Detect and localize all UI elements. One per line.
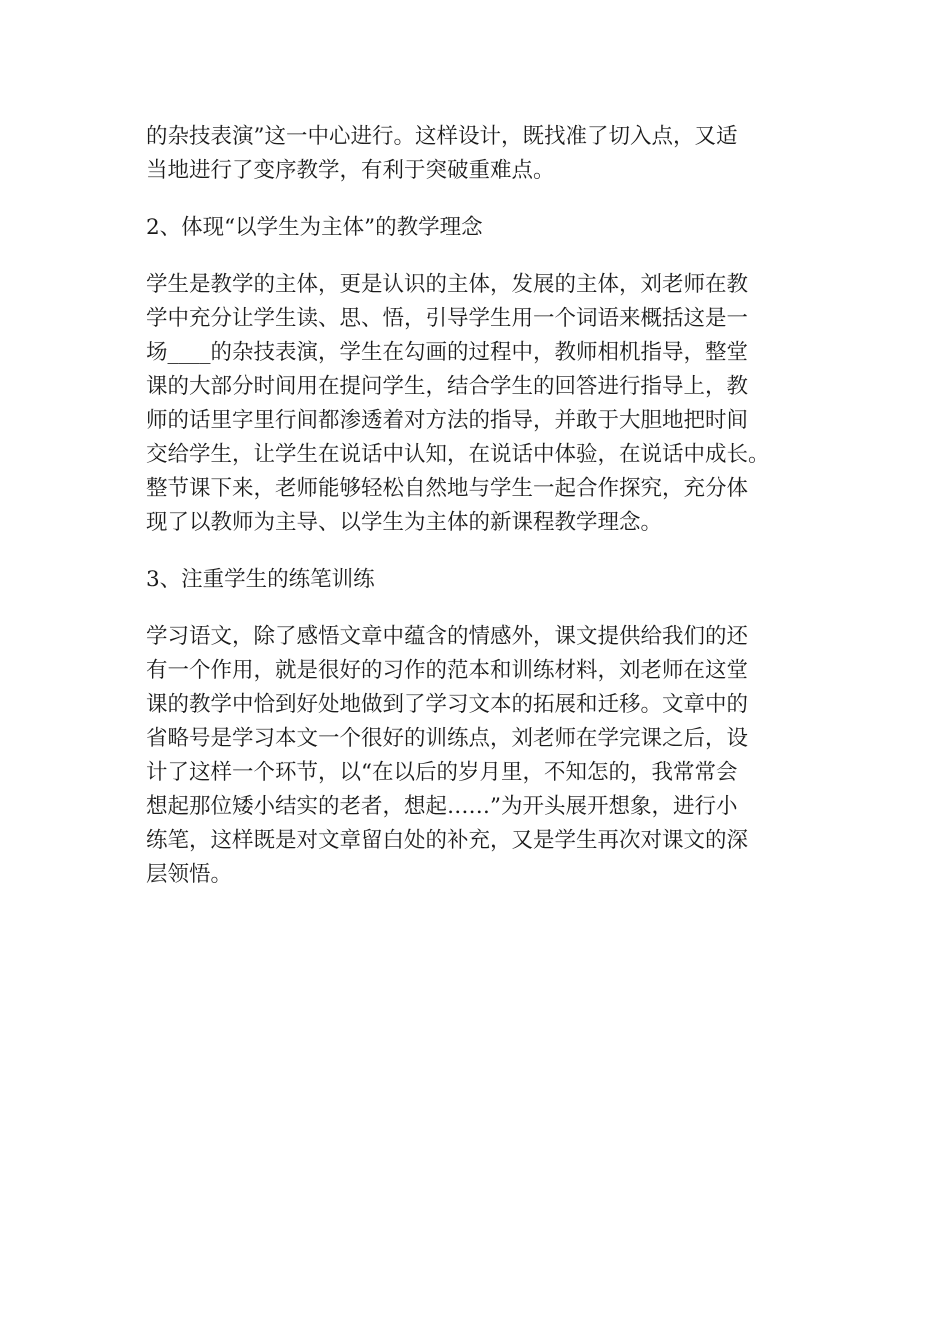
text-line: 的杂技表演”这一中心进行。这样设计，既找准了切入点，又适 — [146, 124, 738, 149]
document-body — [146, 120, 806, 915]
section-2-paragraph — [146, 268, 806, 540]
text-line: 学习语文，除了感悟文章中蕴含的情感外，课文提供给我们的还 — [146, 624, 749, 649]
text-line: 计了这样一个环节，以“在以后的岁月里，不知怎的，我常常会 — [146, 760, 738, 785]
text-line: 课的大部分时间用在提问学生，结合学生的回答进行指导上，教 — [146, 374, 749, 399]
text-line: 现了以教师为主导、以学生为主体的新课程教学理念。 — [146, 510, 663, 535]
text-line: 整节课下来，老师能够轻松自然地与学生一起合作探究，充分体 — [146, 476, 749, 501]
text-line: 学中充分让学生读、思、悟，引导学生用一个词语来概括这是一 — [146, 306, 749, 331]
text-line: 练笔，这样既是对文章留白处的补充，又是学生再次对课文的深 — [146, 828, 749, 853]
text-line: 想起那位矮小结实的老者，想起……”为开头展开想象，进行小 — [146, 794, 738, 819]
text-line: 场____的杂技表演，学生在勾画的过程中，教师相机指导，整堂 — [146, 340, 749, 365]
text-line: 师的话里字里行间都渗透着对方法的指导，并敢于大胆地把时间 — [146, 408, 749, 433]
section-2-heading: 2、体现“以学生为主体”的教学理念 — [146, 215, 483, 240]
text-line: 有一个作用，就是很好的习作的范本和训练材料，刘老师在这堂 — [146, 658, 749, 683]
text-line: 学生是教学的主体，更是认识的主体，发展的主体，刘老师在教 — [146, 272, 749, 297]
section-3-paragraph — [146, 620, 806, 892]
text-line: 课的教学中恰到好处地做到了学习文本的拓展和迁移。文章中的 — [146, 692, 749, 717]
text-line: 省略号是学习本文一个很好的训练点，刘老师在学完课之后，设 — [146, 726, 749, 751]
text-line: 当地进行了变序教学，有利于突破重难点。 — [146, 158, 555, 183]
section-3-heading: 3、注重学生的练笔训练 — [146, 567, 375, 592]
intro-paragraph — [146, 120, 806, 188]
text-line: 交给学生，让学生在说话中认知，在说话中体验，在说话中成长。 — [146, 442, 770, 467]
text-line: 层领悟。 — [146, 862, 233, 887]
